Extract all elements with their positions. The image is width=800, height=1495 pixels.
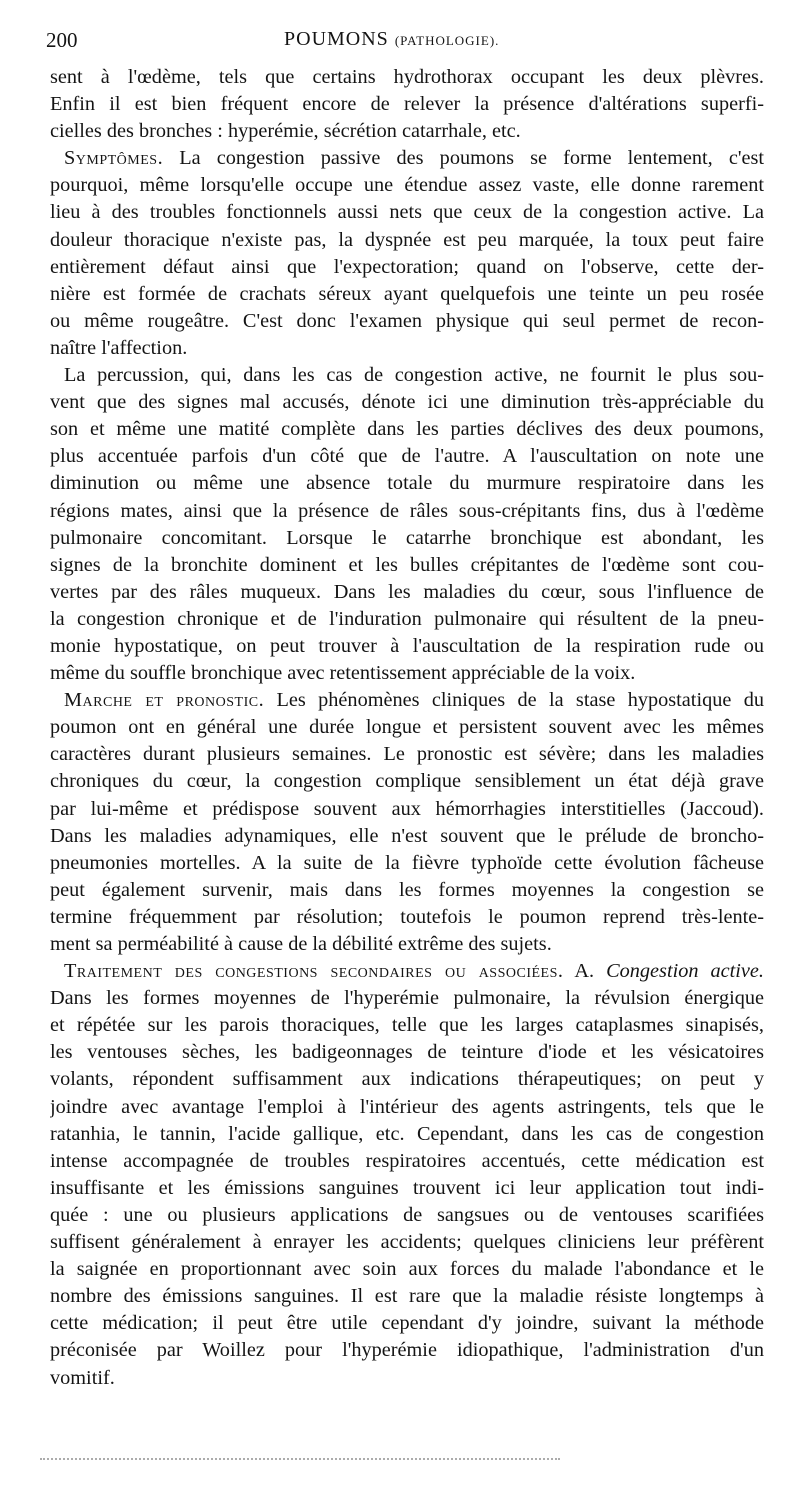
text-line [50, 1256, 764, 1283]
text-line [50, 145, 764, 172]
text-line [50, 1202, 764, 1229]
line-text: douleur thoracique n'existe pas, la dyspnée est peu marquée, la toux peut faire [50, 228, 764, 251]
line-text: cette médication; il peut être utile cependant d'y joindre, suivant la méthode [50, 1312, 764, 1335]
line-text: sent à l'œdème, tels que certains hydrothorax occupant les deux plèvres. [50, 66, 764, 88]
text-line [50, 498, 764, 525]
text-line [50, 1012, 764, 1039]
line-text: diminution ou même une absence totale du murmure respiratoire dans les [50, 472, 764, 495]
text-line [50, 1094, 764, 1121]
line-text: intense accompagnée de troubles respiratoires accentués, cette médication est [50, 1149, 764, 1172]
line-text: insuffisante et les émissions sanguines trouvent ici leur application tout indi- [50, 1176, 764, 1199]
text-line [50, 1148, 764, 1175]
text-line [50, 443, 764, 470]
text-line [50, 91, 764, 118]
line-text: pneumonies mortelles. A la suite de la fièvre typhoïde cette évolution fâcheuse [50, 851, 764, 874]
line-text: pulmonaire concomitant. Lorsque le catarrhe bronchique est abondant, les [50, 526, 764, 549]
text-line [50, 308, 764, 335]
section-heading: Traitement des congestions secondaires ou associées. [64, 960, 564, 983]
text-line [50, 606, 764, 633]
line-text: quée : une ou plusieurs applications de sangsues ou de ventouses scarifiées [50, 1203, 764, 1226]
line-text: A. [563, 960, 607, 983]
text-line [50, 633, 764, 660]
line-text: et répétée sur les parois thoraciques, telle que les larges cataplasmes sinapisés, [50, 1014, 764, 1037]
text-line [50, 1175, 764, 1202]
text-line [50, 1121, 764, 1148]
text-line [50, 768, 764, 795]
line-text: signes de la bronchite dominent et les bulles crépitantes de l'œdème sont cou- [50, 553, 764, 576]
line-text: joindre avec avantage l'emploi à l'intérieur des agents astringents, tels que le [50, 1095, 764, 1118]
text-line [50, 958, 764, 985]
line-text: régions mates, ainsi que la présence de râles sous-crépitants fins, dus à l'œdème [50, 499, 764, 522]
footer-rule [40, 1458, 560, 1460]
text-line [50, 1310, 764, 1337]
line-text: pourquoi, même lorsqu'elle occupe une étendue assez vaste, elle donne rarement [50, 174, 764, 197]
line-text: par lui-même et prédispose souvent aux hémorrhagies interstitielles (Jaccoud). [50, 797, 764, 820]
text-line [50, 660, 764, 687]
text-line [50, 362, 764, 389]
section-heading: Marche et pronostic. [64, 689, 265, 712]
line-text: Dans les maladies adynamiques, elle n'est souvent que le prélude de broncho- [50, 824, 764, 847]
line-text: chroniques du cœur, la congestion complique sensiblement un état déjà grave [50, 770, 764, 793]
text-line [50, 199, 764, 226]
line-text: termine fréquemment par résolution; toutefois le poumon reprend très-lente- [50, 905, 764, 928]
text-line [50, 796, 764, 823]
line-text: plus accentuée parfois d'un côté que de l'autre. A l'auscultation on note une [50, 445, 764, 468]
text-line [50, 850, 764, 877]
text-line [50, 389, 764, 416]
line-text: ratanhia, le tannin, l'acide gallique, etc. Cependant, dans les cas de congestion [50, 1122, 764, 1145]
body-text [50, 64, 764, 1392]
text-line [50, 985, 764, 1012]
line-text: vertes par des râles muqueux. Dans les maladies du cœur, sous l'influence de [50, 580, 764, 603]
line-text: Les phénomènes cliniques de la stase hypostatique du [264, 689, 764, 712]
text-line [50, 1229, 764, 1256]
line-text: entièrement défaut ainsi que l'expectoration; quand on l'observe, cette der- [50, 255, 764, 278]
line-text: nière est formée de crachats séreux ayant quelquefois une teinte un peu rosée [50, 282, 764, 305]
page-header [46, 28, 756, 62]
line-text: la saignée en proportionnant avec soin aux forces du malade l'abondance et le [50, 1258, 764, 1281]
line-text: poumon ont en général une durée longue et persistent souvent avec les mêmes [50, 716, 764, 739]
line-text: volants, répondent suffisamment aux indications thérapeutiques; on peut y [50, 1068, 764, 1091]
text-line [50, 172, 764, 199]
line-text: nombre des émissions sanguines. Il est rare que la maladie résiste longtemps à [50, 1285, 764, 1308]
line-text: monie hypostatique, on peut trouver à l'auscultation de la respiration rude ou [50, 634, 764, 657]
text-line [50, 741, 764, 768]
running-title-subtitle: (PATHOLOGIE). [394, 33, 500, 48]
line-text: même du souffle bronchique avec retentissement appréciable de la voix. [50, 662, 636, 685]
text-line [50, 552, 764, 579]
line-text: La congestion passive des poumons se forme lentement, c'est [163, 147, 764, 170]
line-text: ou même rougeâtre. C'est donc l'examen physique qui seul permet de recon- [50, 309, 764, 332]
text-line [50, 714, 764, 741]
running-title [284, 28, 499, 51]
text-line [50, 118, 764, 145]
text-line [50, 1039, 764, 1066]
running-title-main: POUMONS [284, 28, 389, 50]
text-line [50, 416, 764, 443]
text-line [50, 1337, 764, 1364]
line-text: la congestion chronique et de l'induration pulmonaire qui résultent de la pneu- [50, 607, 764, 630]
text-line [50, 227, 764, 254]
line-text: Dans les formes moyennes de l'hyperémie pulmonaire, la révulsion énergique [50, 987, 764, 1010]
line-text: Enfin il est bien fréquent encore de relever la présence d'altérations superfi- [50, 93, 764, 116]
line-text: vomitif. [50, 1366, 115, 1389]
text-line [50, 335, 764, 362]
text-line [50, 931, 764, 958]
line-text: son et même une matité complète dans les parties déclives des deux poumons, [50, 418, 764, 441]
line-text: suffisent généralement à enrayer les accidents; quelques cliniciens leur préfèrent [50, 1231, 764, 1254]
text-line [50, 1283, 764, 1310]
line-text: naître l'affection. [50, 336, 188, 359]
line-text: cielles des bronches : hyperémie, sécrétion catarrhale, etc. [50, 120, 521, 143]
line-text: caractères durant plusieurs semaines. Le pronostic est sévère; dans les maladies [50, 743, 764, 766]
section-heading: Symptômes. [64, 147, 164, 170]
line-text: La percussion, qui, dans les cas de congestion active, ne fournit le plus sou- [64, 364, 764, 387]
line-text: peut également survenir, mais dans les formes moyennes la congestion se [50, 878, 764, 901]
line-text: ment sa perméabilité à cause de la débilité extrême des sujets. [50, 933, 552, 955]
text-line [50, 470, 764, 497]
text-line [50, 579, 764, 606]
text-line [50, 281, 764, 308]
text-line [50, 525, 764, 552]
text-line [50, 823, 764, 850]
text-line [50, 64, 764, 91]
line-text: les ventouses sèches, les badigeonnages de teinture d'iode et les vésicatoires [50, 1041, 764, 1064]
text-line [50, 904, 764, 931]
text-line [50, 1365, 764, 1392]
line-text: lieu à des troubles fonctionnels aussi nets que ceux de la congestion active. La [50, 201, 764, 224]
page-number: 200 [46, 28, 78, 52]
line-text: préconisée par Woillez pour l'hyperémie idiopathique, l'administration d'un [50, 1339, 764, 1362]
line-text: vent que des signes mal accusés, dénote ici une diminution très-appréciable du [50, 391, 764, 414]
text-line [50, 877, 764, 904]
text-line [50, 1066, 764, 1093]
italic-heading: Congestion active. [606, 960, 764, 983]
text-line [50, 254, 764, 281]
text-line [50, 687, 764, 714]
